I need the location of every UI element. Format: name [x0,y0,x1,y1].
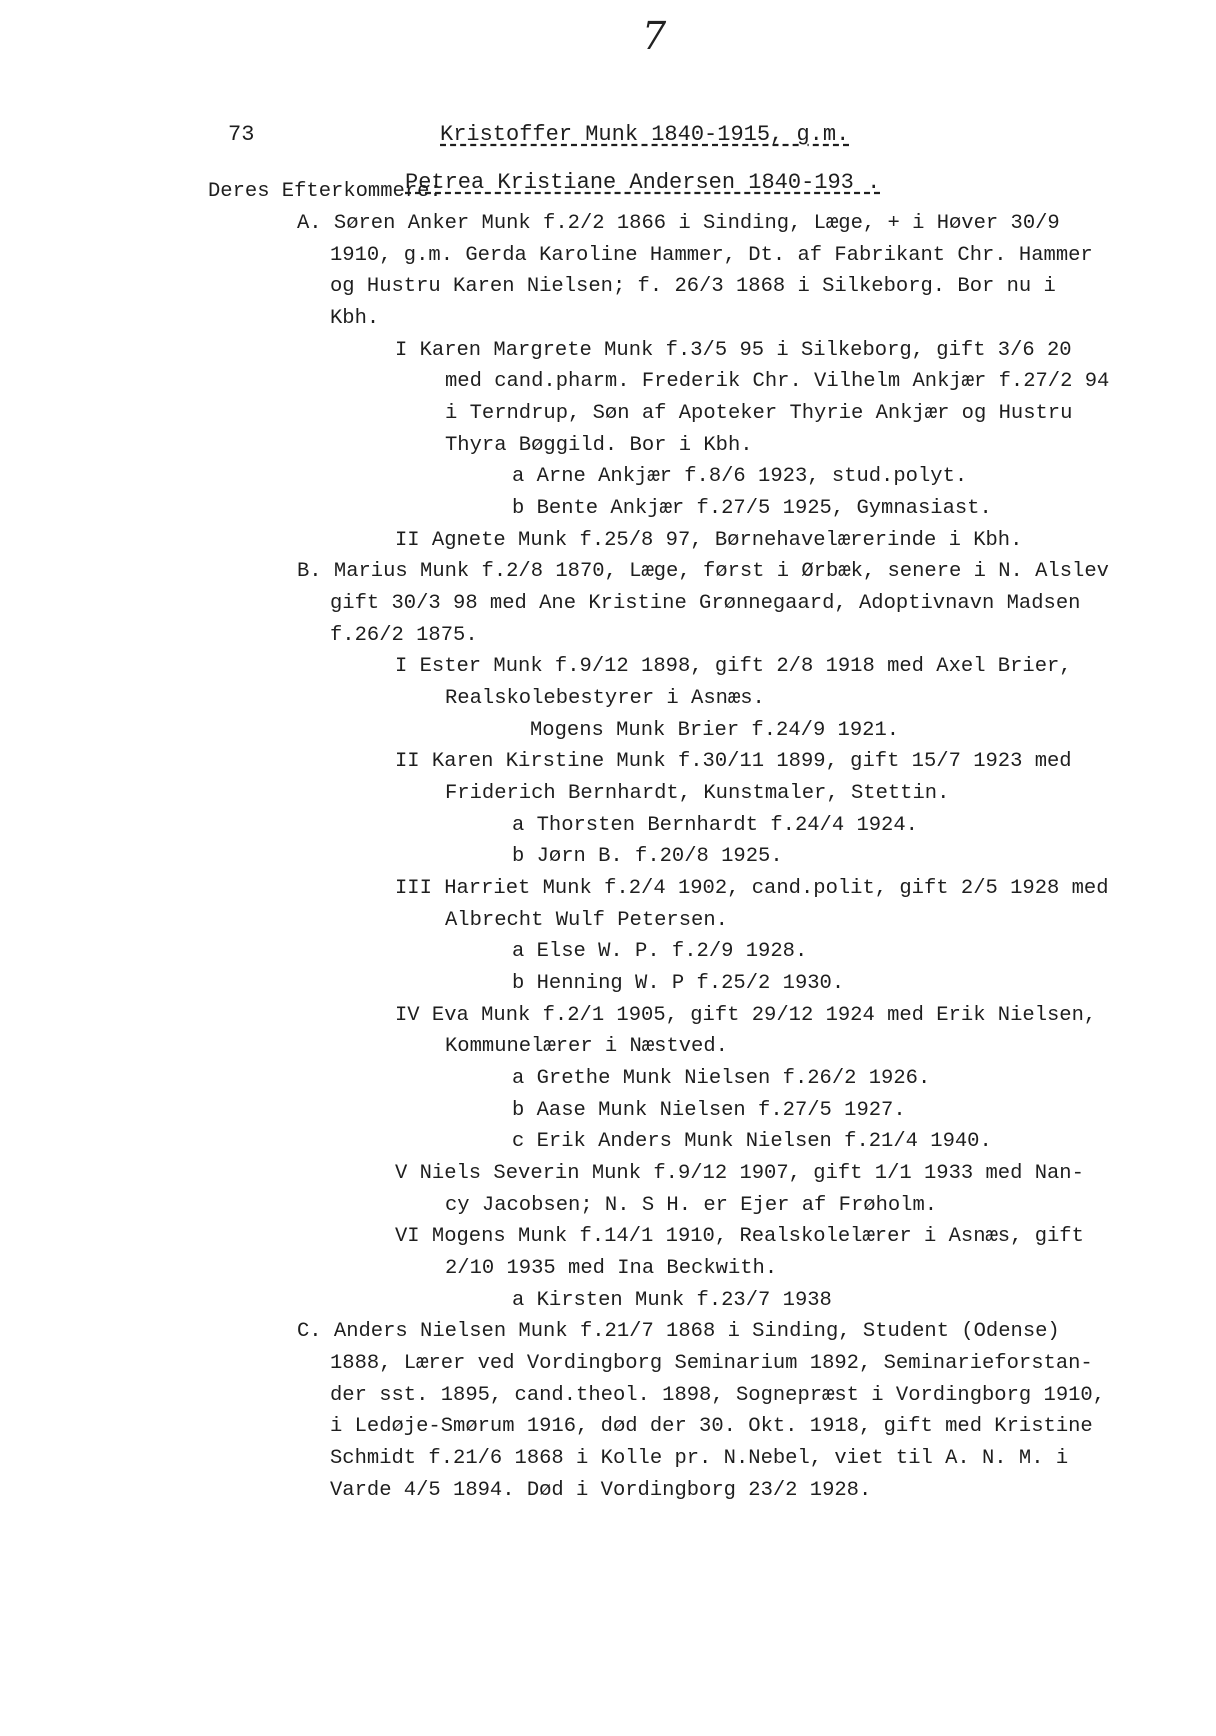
text-line: Varde 4/5 1894. Død i Vordingborg 23/2 1928. [330,1479,872,1502]
text-line: og Hustru Karen Nielsen; f. 26/3 1868 i Silkeborg. Bor nu i [330,275,1056,298]
text-line: der sst. 1895, cand.theol. 1898, Sognepræst i Vordingborg 1910, [330,1384,1106,1407]
text-line: Friderich Bernhardt, Kunstmaler, Stettin. [445,782,950,805]
text-line: a Thorsten Bernhardt f.24/4 1924. [512,814,918,837]
title-line-1: Kristoffer Munk 1840-1915, g.m. [440,122,850,147]
section-heading: Deres Efterkommere: [208,180,442,203]
text-line: III Harriet Munk f.2/4 1902, cand.polit, gift 2/5 1928 med [395,877,1109,900]
text-line: Albrecht Wulf Petersen. [445,909,728,932]
entry-number: 73 [228,122,255,147]
text-line: Mogens Munk Brier f.24/9 1921. [530,719,900,742]
text-line: a Kirsten Munk f.23/7 1938 [512,1289,832,1312]
text-line: a Else W. P. f.2/9 1928. [512,940,808,963]
text-line: Kbh. [330,307,380,330]
text-line: med cand.pharm. Frederik Chr. Vilhelm Ankjær f.27/2 94 [445,370,1110,393]
text-line: cy Jacobsen; N. S H. er Ejer af Frøholm. [445,1194,938,1217]
text-line: Schmidt f.21/6 1868 i Kolle pr. N.Nebel, viet til A. N. M. i [330,1447,1069,1470]
text-line: IV Eva Munk f.2/1 1905, gift 29/12 1924 med Erik Nielsen, [395,1004,1097,1027]
text-line: 1888, Lærer ved Vordingborg Seminarium 1892, Seminarieforstan- [330,1352,1093,1375]
text-line: Thyra Bøggild. Bor i Kbh. [445,434,753,457]
text-line: V Niels Severin Munk f.9/12 1907, gift 1/1 1933 med Nan- [395,1162,1084,1185]
text-line: f.26/2 1875. [330,624,478,647]
text-line: c Erik Anders Munk Nielsen f.21/4 1940. [512,1130,992,1153]
text-line: A. Søren Anker Munk f.2/2 1866 i Sinding, Læge, + i Høver 30/9 [297,212,1060,235]
text-line: b Jørn B. f.20/8 1925. [512,845,783,868]
text-line: II Karen Kirstine Munk f.30/11 1899, gift 15/7 1923 med [395,750,1072,773]
text-line: i Ledøje-Smørum 1916, død der 30. Okt. 1918, gift med Kristine [330,1415,1093,1438]
text-line: gift 30/3 98 med Ane Kristine Grønnegaard, Adoptivnavn Madsen [330,592,1081,615]
text-line: b Bente Ankjær f.27/5 1925, Gymnasiast. [512,497,992,520]
text-line: VI Mogens Munk f.14/1 1910, Realskolelærer i Asnæs, gift [395,1225,1084,1248]
title-line-2: Petrea Kristiane Andersen 1840-193 . [405,170,881,195]
text-line: b Aase Munk Nielsen f.27/5 1927. [512,1099,906,1122]
text-line: b Henning W. P f.25/2 1930. [512,972,845,995]
text-line: i Terndrup, Søn af Apoteker Thyrie Ankjær og Hustru [445,402,1073,425]
page-number: 7 [642,14,667,58]
text-line: a Arne Ankjær f.8/6 1923, stud.polyt. [512,465,968,488]
text-line: 1910, g.m. Gerda Karoline Hammer, Dt. af Fabrikant Chr. Hammer [330,244,1093,267]
text-line: B. Marius Munk f.2/8 1870, Læge, først i Ørbæk, senere i N. Alslev [297,560,1109,583]
text-line: 2/10 1935 med Ina Beckwith. [445,1257,778,1280]
text-line: a Grethe Munk Nielsen f.26/2 1926. [512,1067,931,1090]
text-line: C. Anders Nielsen Munk f.21/7 1868 i Sinding, Student (Odense) [297,1320,1060,1343]
text-line: Kommunelærer i Næstved. [445,1035,728,1058]
text-line: I Karen Margrete Munk f.3/5 95 i Silkeborg, gift 3/6 20 [395,339,1072,362]
text-line: II Agnete Munk f.25/8 97, Børnehavelærerinde i Kbh. [395,529,1023,552]
text-line: Realskolebestyrer i Asnæs. [445,687,765,710]
text-line: I Ester Munk f.9/12 1898, gift 2/8 1918 med Axel Brier, [395,655,1072,678]
